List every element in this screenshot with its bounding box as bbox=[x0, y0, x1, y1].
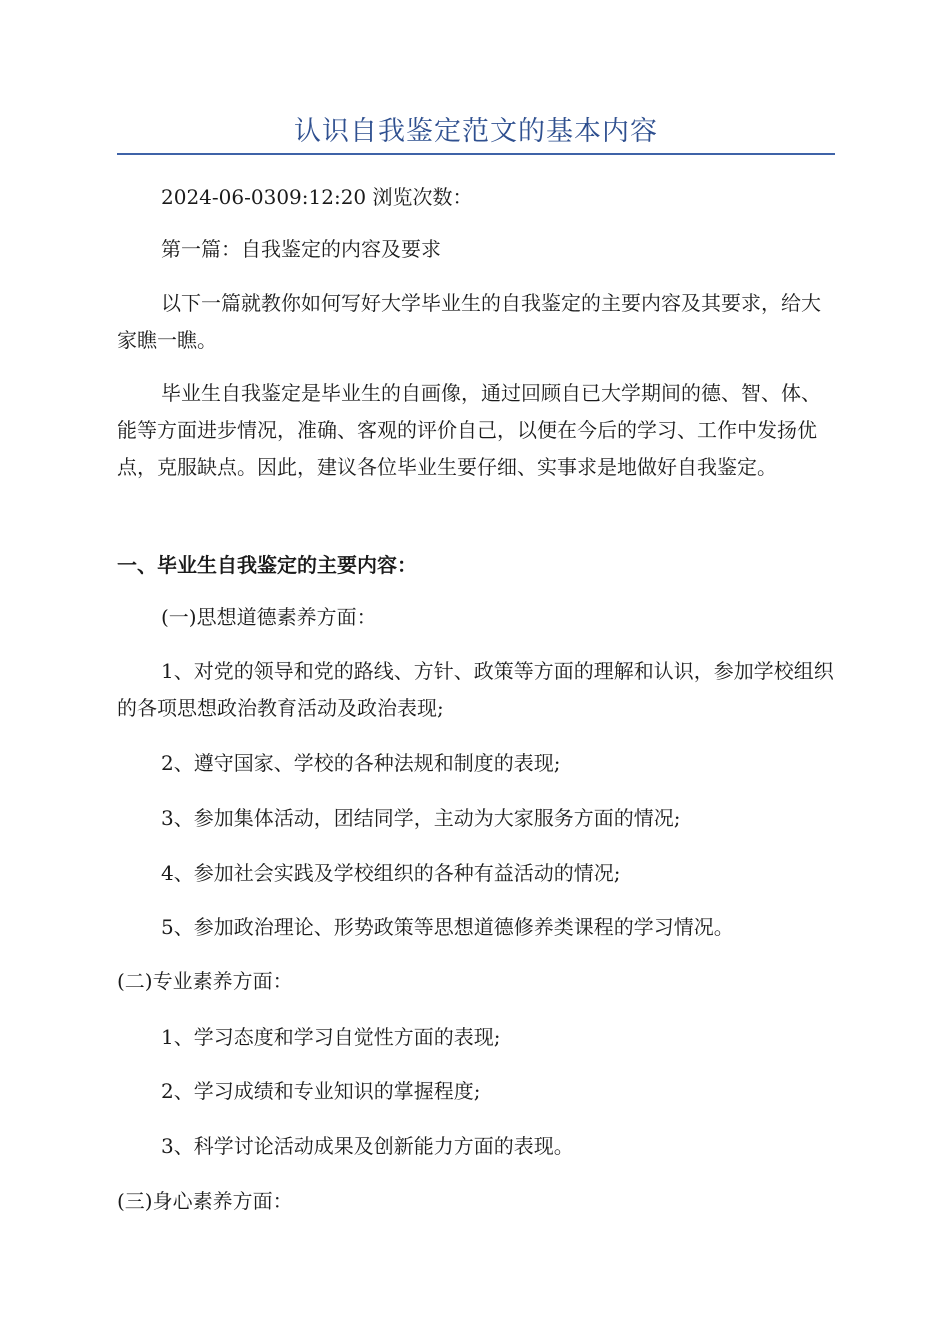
list-item: 3、科学讨论活动成果及创新能力方面的表现。 bbox=[161, 1134, 574, 1158]
intro-paragraph: 以下一篇就教你如何写好大学毕业生的自我鉴定的主要内容及其要求，给大家瞧一瞧。 bbox=[117, 291, 821, 352]
list-item: 1、对党的领导和党的路线、方针、政策等方面的理解和认识，参加学校组织的各项思想政治教育活动及政治表现; bbox=[117, 659, 834, 720]
list-item: 1、学习态度和学习自觉性方面的表现; bbox=[161, 1025, 501, 1049]
subsection-heading-physical: (三)身心素养方面： bbox=[117, 1189, 293, 1213]
list-item: 4、参加社会实践及学校组织的各种有益活动的情况; bbox=[161, 861, 621, 885]
list-item: 2、学习成绩和专业知识的掌握程度; bbox=[161, 1079, 481, 1103]
section-heading-main-content: 一、毕业生自我鉴定的主要内容： bbox=[117, 553, 417, 577]
list-item: 3、参加集体活动，团结同学，主动为大家服务方面的情况; bbox=[161, 806, 681, 830]
list-item: 2、遵守国家、学校的各种法规和制度的表现; bbox=[161, 751, 561, 775]
meta-line: 2024-06-0309:12:20 浏览次数： bbox=[161, 185, 473, 209]
body-paragraph: 毕业生自我鉴定是毕业生的自画像，通过回顾自已大学期间的德、智、体、能等方面进步情况，准确、客观的评价自己，以便在今后的学习、工作中发扬优点，克服缺点。因此，建议各位毕业生要仔细、实事求是地做好自我鉴定。 bbox=[117, 381, 821, 479]
subsection-heading-professional: (二)专业素养方面： bbox=[117, 969, 293, 993]
subsection-heading-moral: (一)思想道德素养方面： bbox=[161, 605, 377, 629]
document-title: 认识自我鉴定范文的基本内容 bbox=[294, 116, 658, 147]
list-item: 5、参加政治理论、形势政策等思想道德修养类课程的学习情况。 bbox=[161, 915, 734, 939]
section-heading-first: 第一篇：自我鉴定的内容及要求 bbox=[161, 237, 441, 261]
title-underline bbox=[117, 153, 835, 155]
